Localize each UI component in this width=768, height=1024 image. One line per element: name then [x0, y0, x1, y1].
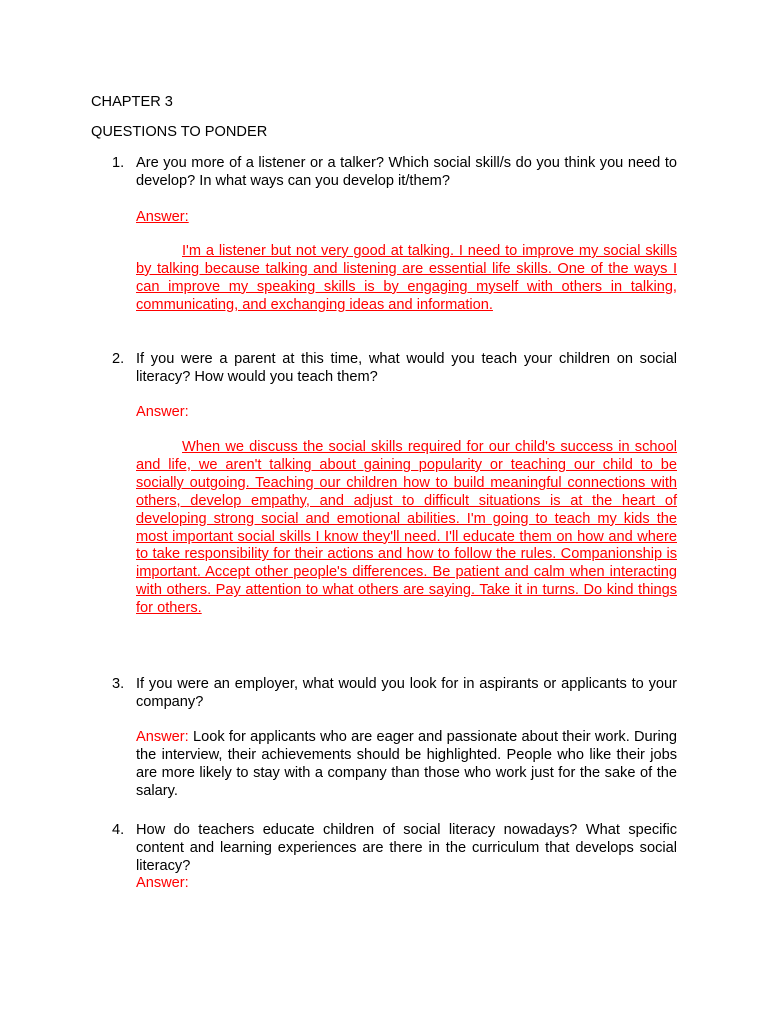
- answer-text: [136, 728, 677, 800]
- question-text: How do teachers educate children of social literacy nowadays? What specific content and learning experiences are there in the curriculum that develops social literacy?: [136, 822, 677, 874]
- question-number: 1.: [112, 155, 125, 171]
- question-number: 4.: [112, 822, 125, 838]
- answer-text: [136, 243, 677, 315]
- chapter-heading: CHAPTER 3: [91, 94, 173, 110]
- question-text: Are you more of a listener or a talker? Which social skill/s do you think you need to develop? In what ways can you develop it/them?: [136, 155, 677, 189]
- answer-label: Answer:: [136, 209, 189, 225]
- answer-body: When we discuss the social skills required for our child's success in school and life, we aren't talking about gaining popularity or teaching our child to be socially outgoing. Teaching our children how to build meaningful connections with others, develop empathy, and adjust to difficult situations is at the heart of developing strong social and emotional abilities. I'm going to teach my kids the most important social skills I know they'll need. I'll educate them on how and where to take responsibility for their actions and how to follow the rules. Companionship is important. Accept other people's differences. Be patient and calm when interacting with others. Pay attention to what others are saying. Take it in turns. Do kind things for others.: [136, 439, 677, 617]
- answer-label: Answer:: [136, 875, 189, 891]
- question-number: 2.: [112, 351, 125, 367]
- question-2: [112, 350, 677, 386]
- question-text: If you were a parent at this time, what would you teach your children on social literacy? How would you teach them?: [136, 351, 677, 385]
- question-1: [112, 154, 677, 190]
- answer-label: Answer:: [136, 729, 189, 745]
- question-text: If you were an employer, what would you look for in aspirants or applicants to your company?: [136, 676, 677, 710]
- answer-body: Look for applicants who are eager and passionate about their work. During the interview, their achievements should be highlighted. People who like their jobs are more likely to stay with a company than those who work just for the sake of the salary.: [136, 729, 677, 799]
- section-title: QUESTIONS TO PONDER: [91, 124, 268, 140]
- question-number: 3.: [112, 676, 125, 692]
- answer-body: I'm a listener but not very good at talking. I need to improve my social skills by talking because talking and listening are essential life skills. One of the ways I can improve my speaking skills is by engaging myself with others in talking, communicating, and exchanging ideas and information.: [136, 243, 677, 313]
- answer-label: Answer:: [136, 404, 189, 420]
- question-3: [112, 675, 677, 711]
- answer-text: [136, 439, 677, 618]
- question-4: [112, 821, 677, 875]
